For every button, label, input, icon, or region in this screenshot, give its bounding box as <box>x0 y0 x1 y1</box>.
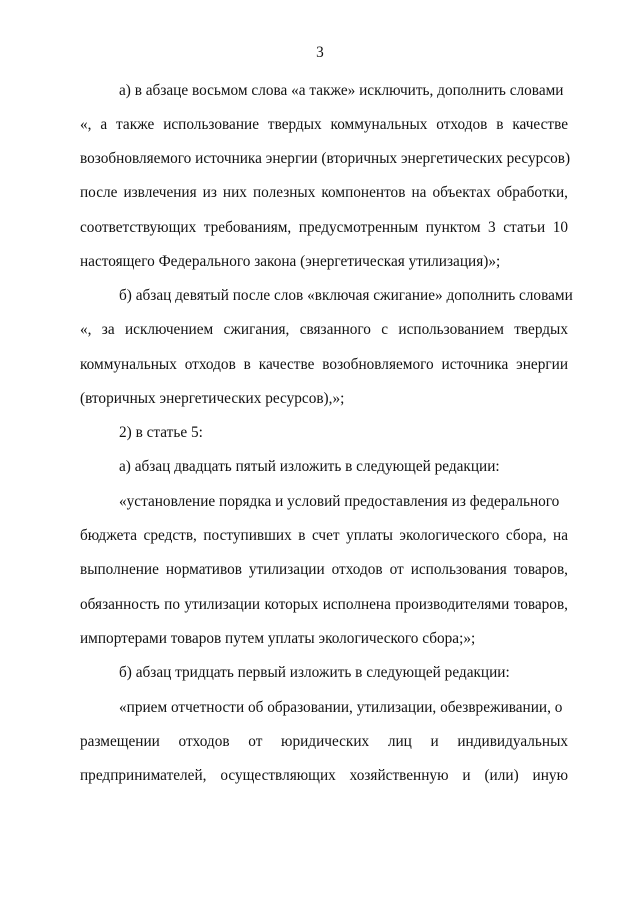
page-number: 3 <box>316 44 324 61</box>
text-line-14: бюджета средств, поступивших в счет уплаты экологического сбора, на <box>80 527 568 544</box>
text-line-7: б) абзац девятый после слов «включая сжигание» дополнить словами <box>119 287 573 304</box>
text-line-16: обязанность по утилизации которых исполнена производителями товаров, <box>80 596 568 613</box>
text-line-12: а) абзац двадцать пятый изложить в следующей редакции: <box>119 458 500 475</box>
text-line-8: «, за исключением сжигания, связанного с использованием твердых <box>80 321 568 338</box>
text-line-20: размещении отходов от юридических лиц и индивидуальных <box>80 733 568 750</box>
text-line-21: предпринимателей, осуществляющих хозяйственную и (или) иную <box>80 767 568 784</box>
text-line-13: «установление порядка и условий предоставления из федерального <box>119 493 560 510</box>
text-line-6: настоящего Федерального закона (энергетическая утилизация)»; <box>80 253 501 270</box>
text-line-19: «прием отчетности об образовании, утилизации, обезвреживании, о <box>119 699 563 716</box>
text-line-17: импортерами товаров путем уплаты экологического сбора;»; <box>80 630 476 647</box>
text-line-15: выполнение нормативов утилизации отходов от использования товаров, <box>80 561 568 578</box>
text-line-1: а) в абзаце восьмом слова «а также» исключить, дополнить словами <box>119 82 564 99</box>
text-line-2: «, а также использование твердых коммунальных отходов в качестве <box>80 116 568 133</box>
text-line-3: возобновляемого источника энергии (вторичных энергетических ресурсов) <box>80 150 571 167</box>
text-line-5: соответствующих требованиям, предусмотренным пунктом 3 статьи 10 <box>80 219 568 236</box>
text-line-11: 2) в статье 5: <box>119 424 203 441</box>
text-line-9: коммунальных отходов в качестве возобновляемого источника энергии <box>80 356 568 373</box>
text-line-10: (вторичных энергетических ресурсов),»; <box>80 390 345 407</box>
text-line-18: б) абзац тридцать первый изложить в следующей редакции: <box>119 664 510 681</box>
text-line-4: после извлечения из них полезных компонентов на объектах обработки, <box>80 184 568 201</box>
